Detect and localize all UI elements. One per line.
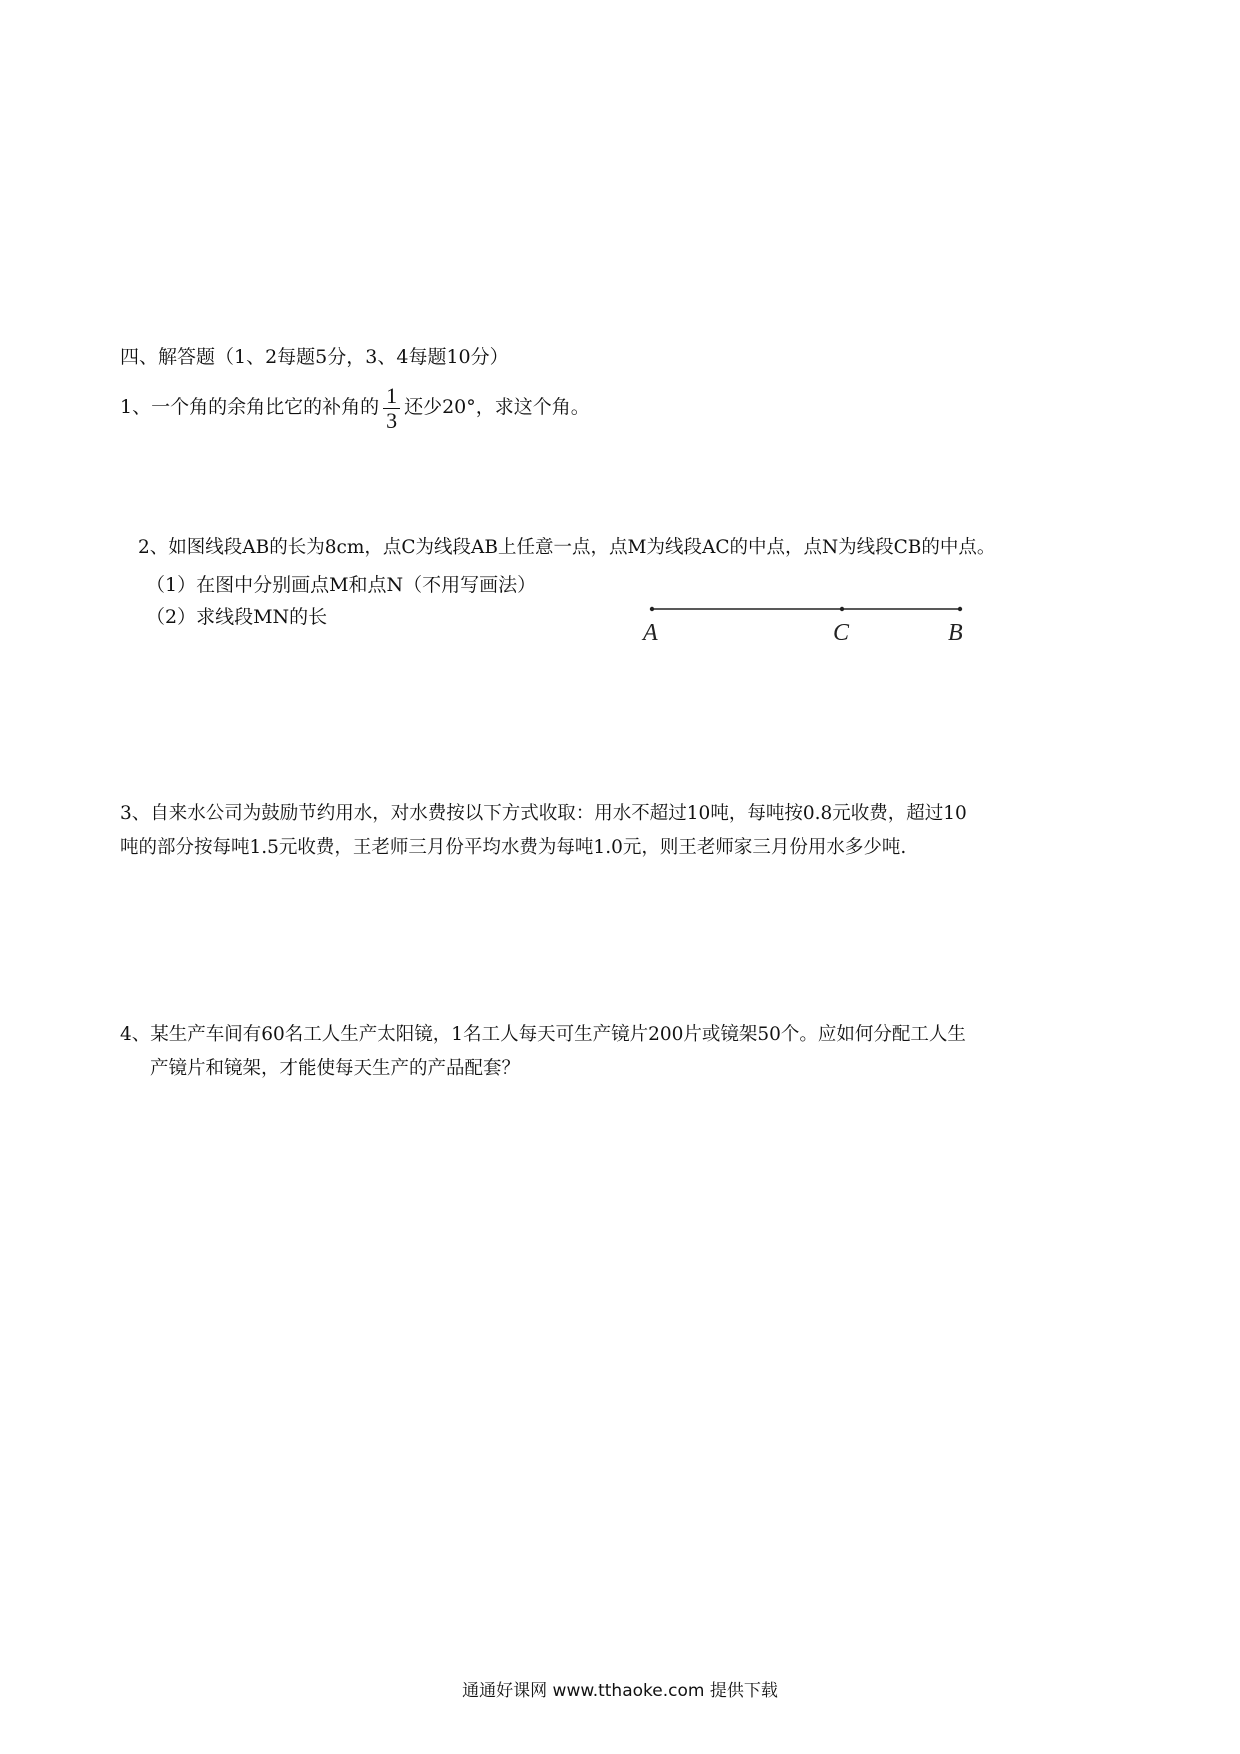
question-1 [120, 382, 590, 433]
question-2-text: 2、如图线段AB的长为8cm，点C为线段AB上任意一点，点M为线段AC的中点，点N为线段CB的中点。 [138, 537, 996, 558]
label-c: C [833, 620, 850, 646]
question-2-part-2: （2）求线段MN的长 [146, 606, 328, 628]
question-2-part-1: （1）在图中分别画点M和点N（不用写画法） [146, 574, 537, 596]
label-a: A [643, 620, 658, 646]
label-b: B [948, 620, 963, 646]
segment-diagram [640, 598, 970, 658]
fraction-numerator: 1 [383, 384, 400, 409]
question-4-line-2: 产镜片和镜架，才能使每天生产的产品配套？ [150, 1058, 521, 1079]
point-b [958, 607, 962, 611]
question-1-text-before: 1、一个角的余角比它的补角的 [120, 396, 380, 418]
point-c [840, 607, 844, 611]
point-a [650, 607, 654, 611]
question-4-line-1: 4、某生产车间有60名工人生产太阳镜，1名工人每天可生产镜片200片或镜架50个。应如何分配工人生 [120, 1024, 966, 1045]
section-title: 四、解答题（1、2每题5分，3、4每题10分） [120, 346, 509, 368]
fraction-one-third [383, 384, 400, 433]
footer-credit: 通通好课网 www.tthaoke.com 提供下载 [462, 1681, 778, 1701]
question-3-line-2: 吨的部分按每吨1.5元收费，王老师三月份平均水费为每吨1.0元，则王老师家三月份用水多少吨. [120, 837, 907, 858]
question-3-line-1: 3、自来水公司为鼓励节约用水，对水费按以下方式收取：用水不超过10吨，每吨按0.8元收费，超过10 [120, 803, 967, 824]
question-1-text-after: 还少20°，求这个角。 [404, 396, 590, 418]
fraction-denominator: 3 [386, 407, 398, 433]
